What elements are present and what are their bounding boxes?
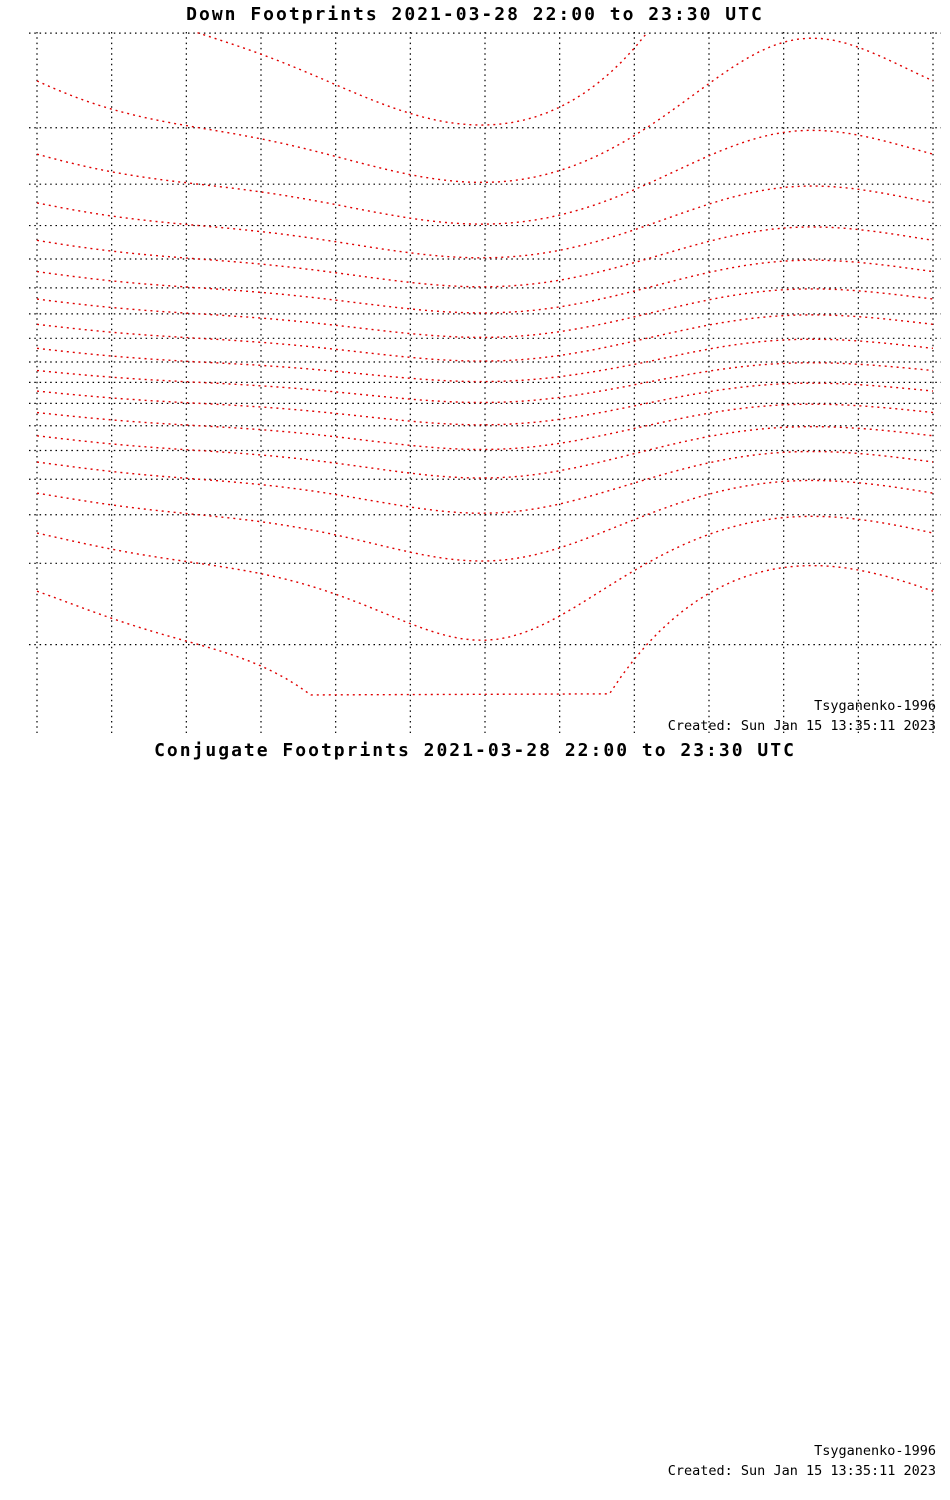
map-down [29,0,941,733]
created-label: Created: Sun Jan 15 13:35:11 2023 [667,718,936,734]
credits-down [668,696,936,736]
model-label: Tsyganenko-1996 [814,1443,936,1459]
created-label: Created: Sun Jan 15 13:35:11 2023 [667,1463,936,1479]
credits-conjugate [668,1441,936,1481]
panel-title-down: Down Footprints 2021-03-28 22:00 to 23:30 UTC [186,4,764,25]
model-label: Tsyganenko-1996 [814,698,936,714]
mag-lat-grid [37,0,933,695]
geo-grid [29,32,941,733]
panel-title-conjugate: Conjugate Footprints 2021-03-28 22:00 to 23:30 UTC [154,740,796,761]
